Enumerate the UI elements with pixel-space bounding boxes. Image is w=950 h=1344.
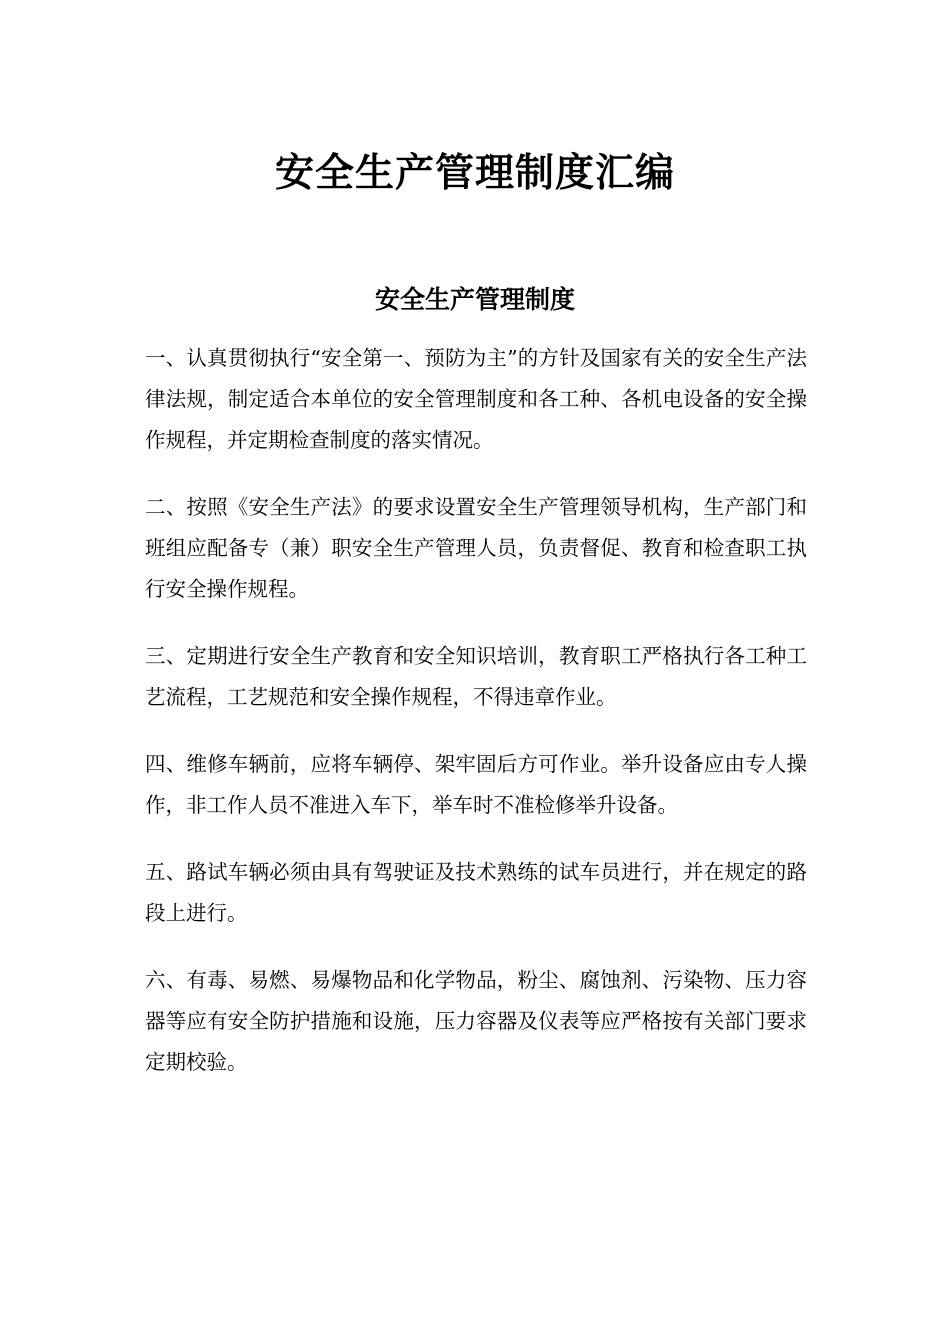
paragraph-2: 二、按照《安全生产法》的要求设置安全生产管理领导机构，生产部门和班组应配备专（兼）职安全生产管理人员，负责督促、教育和检查职工执行安全操作规程。 (145, 495, 807, 601)
paragraph-5: 五、路试车辆必须由具有驾驶证及技术熟练的试车员进行，并在规定的路段上进行。 (145, 860, 807, 925)
paragraph-4: 四、维修车辆前，应将车辆停、架牢固后方可作业。举升设备应由专人操作，非工作人员不准进入车下，举车时不准检修举升设备。 (145, 752, 807, 817)
paragraph-6: 六、有毒、易燃、易爆物品和化学物品，粉尘、腐蚀剂、污染物、压力容器等应有安全防护措施和设施，压力容器及仪表等应严格按有关部门要求定期校验。 (145, 968, 807, 1074)
document-title: 安全生产管理制度汇编 (274, 151, 675, 196)
document-body (145, 338, 807, 1109)
section-title: 安全生产管理制度 (374, 285, 575, 314)
paragraph-1: 一、认真贯彻执行“安全第一、预防为主”的方针及国家有关的安全生产法律法规，制定适合本单位的安全管理制度和各工种、各机电设备的安全操作规程，并定期检查制度的落实情况。 (145, 346, 807, 452)
paragraph-3: 三、定期进行安全生产教育和安全知识培训，教育职工严格执行各工种工艺流程，工艺规范和安全操作规程，不得违章作业。 (145, 644, 807, 709)
